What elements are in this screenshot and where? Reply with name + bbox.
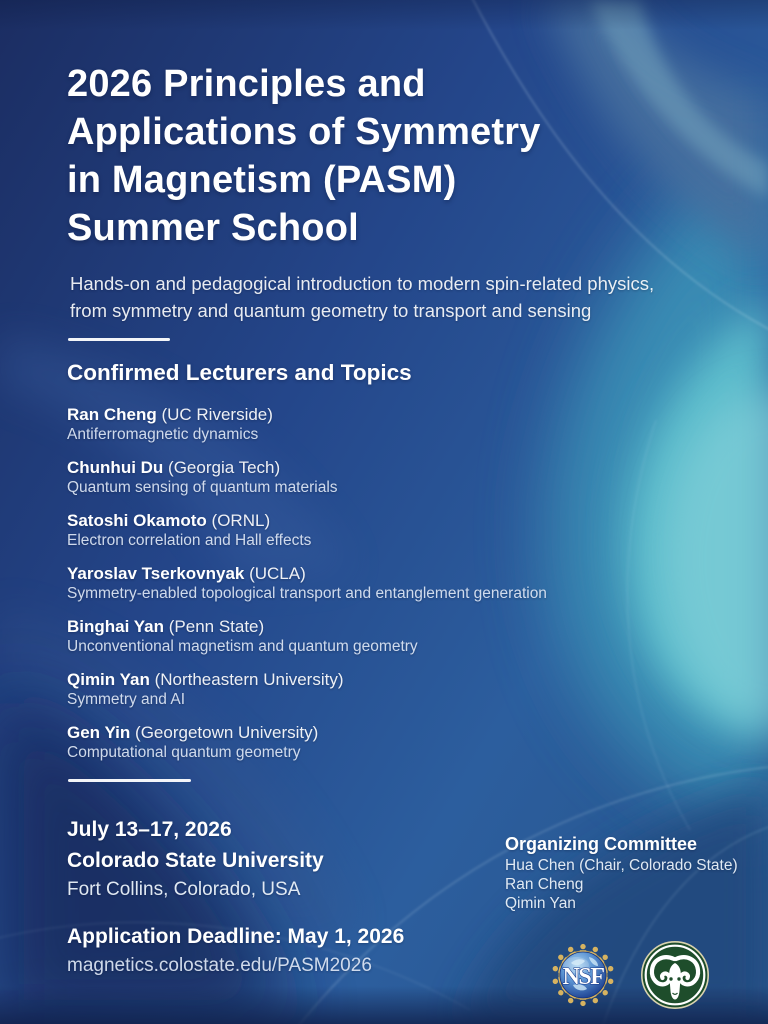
nsf-logo-icon — [549, 941, 617, 1009]
title-line-1: 2026 Principles and — [67, 63, 426, 105]
lecturer-entry — [67, 670, 667, 709]
lecturer-topic: Quantum sensing of quantum materials — [67, 479, 338, 496]
lecturer-affiliation: (Georgetown University) — [135, 723, 319, 742]
lecturer-affiliation: (UCLA) — [249, 564, 306, 583]
application-deadline: Application Deadline: May 1, 2026 — [67, 925, 405, 948]
lecturer-topic: Symmetry and AI — [67, 691, 186, 708]
event-venue: Colorado State University — [67, 849, 324, 872]
title-line-3: in Magnetism (PASM) — [67, 159, 457, 201]
lecturer-name: Binghai Yan — [67, 617, 164, 636]
nsf-logo-text: NSF — [562, 964, 604, 990]
lecturer-name: Gen Yin — [67, 723, 131, 742]
committee-heading: Organizing Committee — [505, 834, 698, 854]
divider-top — [68, 338, 170, 341]
lecturer-entry — [67, 405, 667, 444]
lecturer-affiliation: (Northeastern University) — [154, 670, 344, 689]
organizing-committee — [505, 832, 738, 913]
lecturer-topic: Computational quantum geometry — [67, 744, 301, 761]
subtitle-line-2: from symmetry and quantum geometry to transport and sensing — [70, 300, 592, 321]
lecturer-entry — [67, 617, 667, 656]
lecturer-name: Yaroslav Tserkovnyak — [67, 564, 245, 583]
lecturers-section-heading: Confirmed Lecturers and Topics — [67, 360, 412, 385]
lecturer-name: Chunhui Du — [67, 458, 164, 477]
lecturers-list — [67, 405, 667, 776]
lecturer-entry — [67, 511, 667, 550]
lecturer-name: Ran Cheng — [67, 405, 157, 424]
event-location: Fort Collins, Colorado, USA — [67, 879, 301, 900]
committee-member: Hua Chen (Chair, Colorado State) — [505, 857, 738, 874]
subtitle-line-1: Hands-on and pedagogical introduction to modern spin-related physics, — [70, 273, 655, 294]
event-dates: July 13–17, 2026 — [67, 818, 232, 841]
divider-bottom — [68, 779, 191, 782]
lecturer-topic: Electron correlation and Hall effects — [67, 532, 312, 549]
lecturer-topic: Symmetry-enabled topological transport and entanglement generation — [67, 585, 547, 602]
poster-title — [67, 60, 687, 252]
committee-member: Ran Cheng — [505, 876, 584, 893]
lecturer-affiliation: (ORNL) — [211, 511, 271, 530]
lecturer-affiliation: (Penn State) — [168, 617, 265, 636]
lecturer-affiliation: (Georgia Tech) — [168, 458, 281, 477]
event-info — [67, 814, 324, 903]
poster-subtitle — [70, 270, 690, 324]
lecturer-name: Satoshi Okamoto — [67, 511, 207, 530]
application-info — [67, 922, 404, 979]
lecturer-entry — [67, 564, 667, 603]
committee-member: Qimin Yan — [505, 895, 576, 912]
title-line-2: Applications of Symmetry — [67, 111, 541, 153]
lecturer-topic: Antiferromagnetic dynamics — [67, 426, 259, 443]
lecturer-entry — [67, 458, 667, 497]
sponsor-logos — [549, 941, 709, 1009]
website-url: magnetics.colostate.edu/PASM2026 — [67, 955, 372, 976]
lecturer-affiliation: (UC Riverside) — [161, 405, 273, 424]
lecturer-topic: Unconventional magnetism and quantum geometry — [67, 638, 418, 655]
lecturer-entry — [67, 723, 667, 762]
lecturer-name: Qimin Yan — [67, 670, 150, 689]
title-line-4: Summer School — [67, 207, 359, 249]
colorado-state-ram-logo-icon — [641, 941, 709, 1009]
